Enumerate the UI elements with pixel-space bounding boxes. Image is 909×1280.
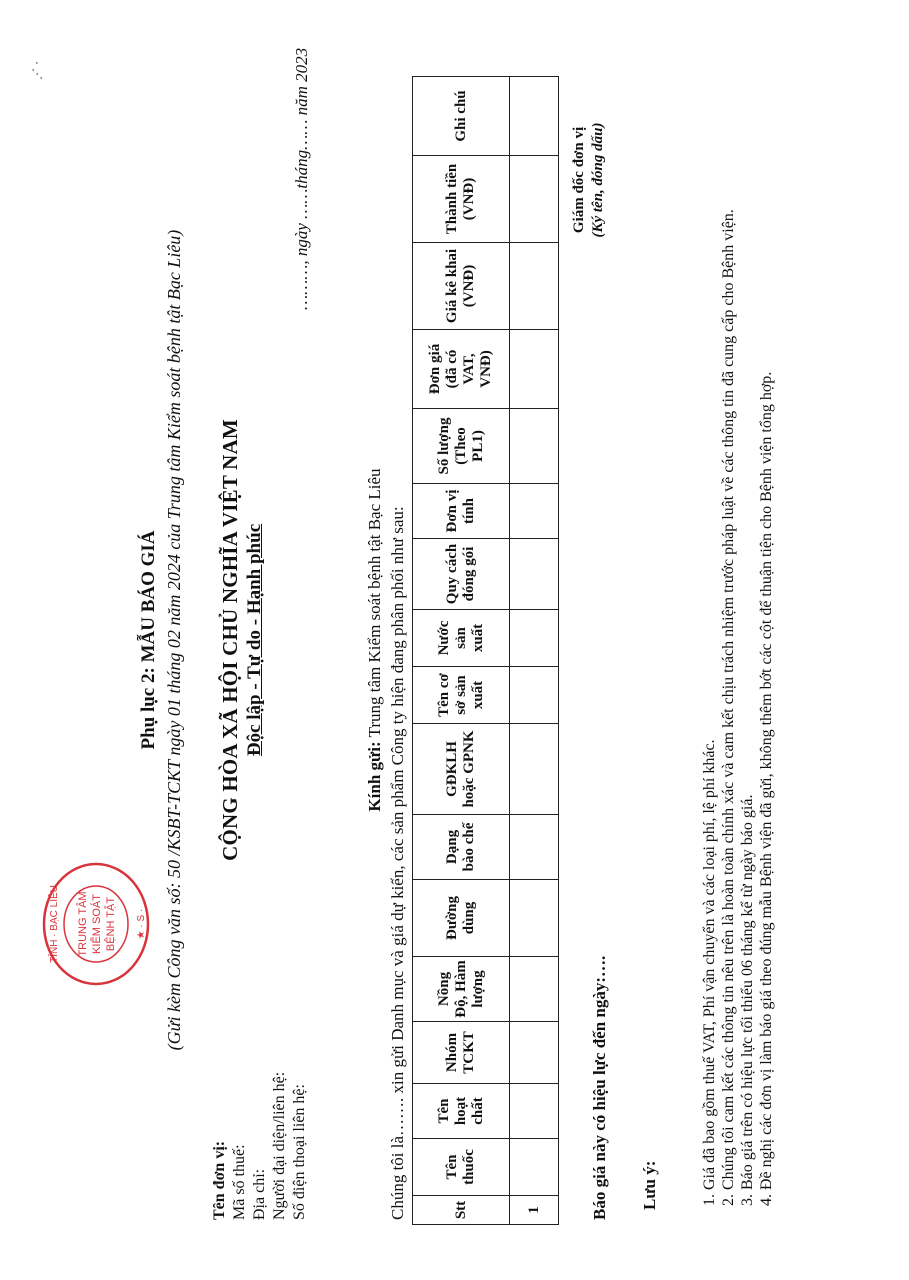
table-cell	[510, 610, 559, 667]
table-header-row	[413, 77, 510, 1225]
col-header: Số lượng (Theo PL1)	[413, 409, 510, 484]
notes-heading: Lưu ý:	[640, 1160, 659, 1210]
col-header: Nước sản xuất	[413, 610, 510, 667]
table-cell	[510, 330, 559, 409]
contact-person-label: Người đại diện/liên hệ:	[271, 1071, 288, 1220]
note-item: 2. Chúng tôi cam kết các thông tin nêu trên là hoàn toàn chính xác và cam kết chịu trách nhiệm trước pháp luật về các thông tin đã cung cấp cho Bệnh viện.	[719, 50, 738, 1190]
date-line: ………, ngày ……tháng…… năm 2023	[292, 47, 311, 310]
validity-statement: Báo giá này có hiệu lực đến ngày:….	[590, 955, 609, 1220]
table-cell	[510, 156, 559, 243]
director-sign-note: (Ký tên, đóng dấu)	[590, 122, 606, 238]
col-header: Nồng Độ, Hàm lượng	[413, 957, 510, 1022]
national-slogan: Độc lập - Tự do - Hạnh phúc	[244, 523, 265, 757]
table-cell	[510, 243, 559, 330]
table-cell	[510, 1022, 559, 1084]
svg-text:BỆNH TẬT: BỆNH TẬT	[105, 896, 117, 952]
col-header: Đơn giá (đã có VAT, VNĐ)	[413, 330, 510, 409]
table-cell	[510, 539, 559, 610]
col-header: Thành tiền (VNĐ)	[413, 156, 510, 243]
note-item: 4. Đề nghị các đơn vị làm báo giá theo đúng mẫu Bệnh viện đã gửi, không thêm bớt các cột để thuận tiện cho Bệnh viện tổng hợp.	[757, 50, 776, 1190]
intro-sentence: Chúng tôi là……. xin gửi Danh mục và giá dự kiến, các sản phẩm Công ty hiện đang phân phối như sau:	[388, 506, 407, 1220]
table-cell	[510, 815, 559, 880]
table-cell	[510, 1084, 559, 1139]
col-header: Nhóm TCKT	[413, 1022, 510, 1084]
national-motto: CỘNG HÒA XÃ HỘI CHỦ NGHĨA VIỆT NAM	[218, 419, 242, 861]
director-title: Giám đốc đơn vị	[571, 126, 587, 234]
col-header: GĐKLH hoặc GPNK	[413, 724, 510, 815]
col-header: Đường dùng	[413, 880, 510, 957]
note-item: 1. Giá đã bao gồm thuế VAT, Phí vận chuyển và các loại phí, lệ phí khác.	[700, 50, 719, 1190]
table-cell: 1	[510, 1196, 559, 1225]
col-header: Tên thuốc	[413, 1139, 510, 1196]
col-header: Đơn vị tính	[413, 484, 510, 539]
svg-text:★ · S ·: ★ · S ·	[136, 908, 147, 940]
address-label: Địa chỉ:	[251, 1168, 268, 1220]
svg-text:TỈNH · BẠC LIÊU: TỈNH · BẠC LIÊU	[49, 885, 60, 963]
table-cell	[510, 667, 559, 724]
scan-speckles: ⋰ ⋅	[30, 60, 44, 80]
col-header: Ghi chú	[413, 77, 510, 156]
appendix-title: Phụ lục 2: MẪU BÁO GIÁ	[138, 530, 159, 750]
note-item: 3. Báo giá trên có hiệu lực tối thiểu 06 tháng kể từ ngày báo giá.	[738, 50, 757, 1190]
notes-list	[700, 50, 776, 1220]
table-cell	[510, 957, 559, 1022]
recipient-name: Trung tâm Kiểm soát bệnh tật Bạc Liêu	[365, 468, 384, 738]
unit-name-label: Tên đơn vị:	[211, 1140, 228, 1220]
table-cell	[510, 724, 559, 815]
col-header: Tên hoạt chất	[413, 1084, 510, 1139]
table-cell	[510, 409, 559, 484]
col-header: Giá kê khai (VNĐ)	[413, 243, 510, 330]
table-cell	[510, 880, 559, 957]
recipient-line	[365, 0, 385, 1280]
table-cell	[510, 77, 559, 156]
svg-text:TRUNG TÂM: TRUNG TÂM	[77, 891, 89, 957]
vendor-info-block	[210, 1072, 310, 1220]
quotation-table	[412, 76, 559, 1225]
col-header: Dạng bào chế	[413, 815, 510, 880]
col-header: Stt	[413, 1196, 510, 1225]
table-row	[510, 77, 559, 1225]
tax-code-label: Mã số thuế:	[231, 1144, 248, 1220]
col-header: Tên cơ sở sản xuất	[413, 667, 510, 724]
table-cell	[510, 1139, 559, 1196]
table-cell	[510, 484, 559, 539]
recipient-label: Kính gửi:	[365, 741, 384, 812]
svg-text:KIỂM SOÁT: KIỂM SOÁT	[91, 894, 103, 954]
col-header: Quy cách đóng gói	[413, 539, 510, 610]
attachment-note: (Gửi kèm Công văn số: 50 /KSBT-TCKT ngày 01 tháng 02 năm 2024 của Trung tâm Kiểm soát bệnh tật Bạc Liêu)	[164, 229, 184, 1051]
red-seal-stamp	[40, 860, 152, 988]
phone-label: Số điện thoại liên hệ:	[291, 1084, 308, 1220]
director-signature-block	[570, 80, 608, 280]
